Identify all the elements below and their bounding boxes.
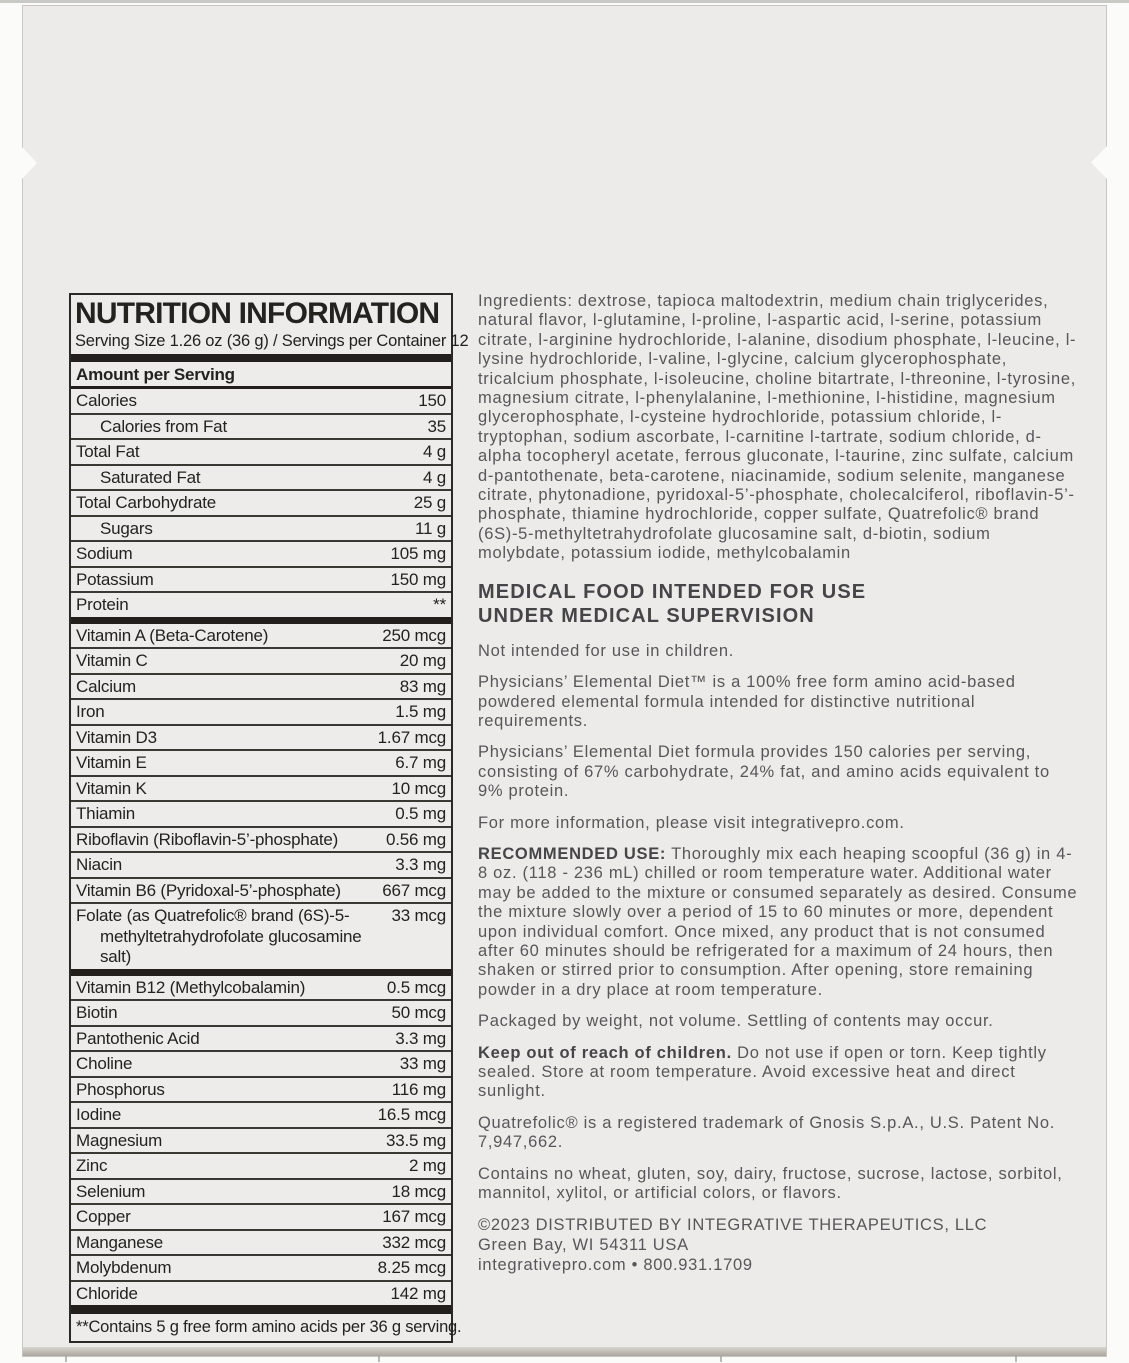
amino-acid-footnote: **Contains 5 g free form amino acids per 36 g serving. bbox=[76, 1318, 462, 1336]
nutrient-label: Calories from Fat bbox=[100, 416, 227, 436]
macro-nutrient-rows bbox=[71, 389, 451, 617]
nutrient-label: Choline bbox=[76, 1054, 133, 1073]
info-paragraph: Physicians’ Elemental Diet™ is a 100% free form amino acid-based powdered elemental formula intended for distinctive nutritional requirements. bbox=[478, 673, 1016, 730]
pouch-back-panel bbox=[22, 5, 1107, 1357]
nutrient-label: Folate (as Quatrefolic® brand (6S)-5- methyltetrahydrofolate glucosamine salt) bbox=[76, 906, 362, 966]
info-column bbox=[478, 292, 1078, 1275]
registration-mark bbox=[720, 1356, 722, 1362]
nutrient-label: Vitamin C bbox=[76, 651, 148, 670]
paragraph-bold-leadin: RECOMMENDED USE: bbox=[478, 844, 667, 863]
nutrient-label: Sugars bbox=[100, 518, 153, 538]
info-paragraph: Keep out of reach of children. Do not use if open or torn. Keep tightly sealed. Store at room temperature. Avoid excessive heat and direct sunlight. bbox=[478, 1043, 1047, 1101]
nutrient-value: 4 g bbox=[422, 442, 446, 461]
nutrient-value: 0.5 mg bbox=[395, 804, 446, 823]
nutrition-row bbox=[71, 1025, 451, 1051]
nutrient-label: Thiamin bbox=[76, 804, 136, 823]
nutrient-value: 1.5 mg bbox=[395, 702, 446, 721]
footer-line: Green Bay, WI 54311 USA bbox=[478, 1236, 689, 1255]
nutrient-label: Vitamin A (Beta-Carotene) bbox=[76, 625, 269, 645]
thick-separator-bar bbox=[71, 1305, 451, 1314]
nutrient-value: 3.3 mg bbox=[395, 1028, 446, 1048]
info-paragraph: Quatrefolic® is a registered trademark of Gnosis S.p.A., U.S. Patent No. 7,947,662. bbox=[478, 1113, 1056, 1152]
nutrition-row bbox=[71, 515, 451, 541]
nutrient-label: Vitamin E bbox=[76, 753, 147, 772]
nutrient-value: 33 mg bbox=[399, 1054, 446, 1073]
nutrient-value: 35 bbox=[427, 416, 446, 436]
nutrition-row bbox=[71, 1203, 451, 1229]
nutrient-value: 16.5 mcg bbox=[377, 1105, 446, 1124]
thick-separator-bar bbox=[71, 617, 451, 624]
footer-line: integrativepro.com • 800.931.1709 bbox=[478, 1256, 753, 1275]
nutrient-label: Vitamin K bbox=[76, 778, 147, 798]
footer-line: ©2023 DISTRIBUTED BY INTEGRATIVE THERAPEUTICS, LLC bbox=[478, 1216, 988, 1235]
nutrition-row bbox=[71, 775, 451, 801]
nutrient-value: 6.7 mg bbox=[395, 753, 446, 772]
nutrition-row bbox=[71, 566, 451, 592]
info-paragraph: Physicians’ Elemental Diet formula provides 150 calories per serving, consisting of 67% carbohydrate, 24% fat, and amino acids equivalent to 9% protein. bbox=[478, 743, 1050, 801]
registration-mark bbox=[378, 1356, 380, 1362]
nutrition-row bbox=[71, 698, 451, 724]
nutrition-row bbox=[71, 826, 451, 852]
nutrient-label: Selenium bbox=[76, 1181, 146, 1201]
nutrient-value: 50 mcg bbox=[391, 1003, 446, 1022]
nutrient-value: 250 mcg bbox=[382, 625, 446, 645]
nutrient-value: 20 mg bbox=[399, 651, 446, 670]
nutrition-row bbox=[71, 1229, 451, 1255]
nutrient-value: 1.67 mcg bbox=[377, 727, 446, 747]
nutrition-row bbox=[71, 1076, 451, 1102]
nutrient-value: 83 mg bbox=[399, 676, 446, 696]
registration-mark bbox=[1015, 1356, 1017, 1362]
nutrition-row bbox=[71, 673, 451, 699]
nutrition-row bbox=[71, 540, 451, 566]
nutrition-row bbox=[71, 851, 451, 877]
nutrient-value: 150 mg bbox=[390, 569, 446, 589]
distributor-block bbox=[478, 1215, 1078, 1275]
nutrition-row bbox=[71, 413, 451, 439]
nutrient-value: 2 mg bbox=[409, 1156, 446, 1175]
nutrition-row bbox=[71, 1178, 451, 1204]
nutrient-label: Niacin bbox=[76, 855, 123, 874]
nutrient-value: 11 g bbox=[414, 518, 446, 538]
nutrition-row bbox=[71, 1280, 451, 1306]
nutrient-label: Riboflavin (Riboflavin-5’-phosphate) bbox=[76, 829, 339, 849]
thick-separator-bar bbox=[71, 969, 451, 976]
info-paragraph: Not intended for use in children. bbox=[478, 641, 735, 660]
nutrient-label: Saturated Fat bbox=[100, 467, 201, 487]
nutrient-label: Potassium bbox=[76, 569, 154, 589]
info-paragraphs bbox=[478, 642, 1078, 1204]
nutrient-value: 667 mcg bbox=[382, 880, 446, 900]
nutrient-label: Magnesium bbox=[76, 1130, 163, 1150]
nutrient-value: 10 mcg bbox=[391, 778, 446, 798]
nutrient-label: Copper bbox=[76, 1207, 131, 1226]
nutrient-label: Pantothenic Acid bbox=[76, 1028, 200, 1048]
nutrient-value: 150 bbox=[418, 391, 446, 410]
micro-nutrient-rows-2 bbox=[71, 976, 451, 1306]
amount-per-serving-header: Amount per Serving bbox=[71, 362, 451, 389]
medical-food-heading bbox=[478, 580, 1078, 629]
nutrient-label: Protein bbox=[76, 595, 129, 614]
thick-separator-bar bbox=[71, 354, 451, 362]
info-paragraph: RECOMMENDED USE: Thoroughly mix each heaping scoopful (36 g) in 4-8 oz. (118 - 236 mL) chilled or room temperature water. Additional water may be added to the mixture or consumed separately as desired. Consume the mixture slowly over a period of 15 to 60 minutes or more, dependent upon individual comfort. Once mixed, any product that is not consumed after 60 minutes should be refrigerated for a maximum of 24 hours, then shaken or stirred prior to consumption. After opening, store remaining powder in a dry place at room temperature. bbox=[478, 844, 1078, 999]
nutrient-value: 3.3 mg bbox=[395, 855, 446, 874]
nutrient-label: Total Fat bbox=[76, 442, 140, 461]
nutrition-row bbox=[71, 1050, 451, 1076]
nutrition-row bbox=[71, 976, 451, 1000]
nutrient-value: 332 mcg bbox=[382, 1232, 446, 1252]
nutrient-value: 33.5 mg bbox=[385, 1130, 446, 1150]
nutrient-label: Manganese bbox=[76, 1232, 164, 1252]
nutrient-label: Phosphorus bbox=[76, 1079, 165, 1099]
nutrition-row bbox=[71, 877, 451, 903]
nutrient-label: Vitamin D3 bbox=[76, 727, 157, 747]
nutrient-value: 8.25 mcg bbox=[377, 1258, 446, 1277]
serving-size-line: Serving Size 1.26 oz (36 g) / Servings per Container 12 bbox=[75, 332, 469, 350]
nutrient-value: 0.5 mcg bbox=[386, 977, 446, 997]
nutrient-label: Iron bbox=[76, 702, 105, 721]
info-paragraph: For more information, please visit integrativepro.com. bbox=[478, 813, 905, 832]
nutrient-value: 0.56 mg bbox=[385, 829, 446, 849]
nutrition-row bbox=[71, 1152, 451, 1178]
nutrient-label: Sodium bbox=[76, 544, 133, 563]
nutrient-label: Zinc bbox=[76, 1156, 108, 1175]
info-paragraph: Contains no wheat, gluten, soy, dairy, fructose, sucrose, lactose, sorbitol, mannitol, xylitol, or artificial colors, or flavors. bbox=[478, 1164, 1063, 1203]
pouch-bottom-seam bbox=[23, 1347, 1106, 1356]
info-paragraph: Packaged by weight, not volume. Settling of contents may occur. bbox=[478, 1012, 994, 1031]
nutrition-row bbox=[71, 902, 451, 969]
nutrient-value: 25 g bbox=[413, 493, 446, 512]
nutrient-label: Biotin bbox=[76, 1003, 118, 1022]
scan-edge-strip bbox=[0, 0, 1129, 3]
nutrition-row bbox=[71, 800, 451, 826]
nutrition-row bbox=[71, 749, 451, 775]
nutrient-label: Total Carbohydrate bbox=[76, 493, 217, 512]
medical-food-heading-line1: MEDICAL FOOD INTENDED FOR USE bbox=[478, 580, 867, 603]
paragraph-bold-leadin: Keep out of reach of children. bbox=[478, 1043, 732, 1062]
nutrition-row bbox=[71, 1254, 451, 1280]
nutrition-row bbox=[71, 724, 451, 750]
nutrient-value: ** bbox=[433, 595, 446, 614]
medical-food-heading-line2: UNDER MEDICAL SUPERVISION bbox=[478, 605, 815, 628]
nutrition-row bbox=[71, 389, 451, 413]
nutrition-row bbox=[71, 438, 451, 464]
nutrient-label: Calcium bbox=[76, 676, 137, 696]
nutrition-row bbox=[71, 1101, 451, 1127]
nutrient-label: Vitamin B6 (Pyridoxal-5’-phosphate) bbox=[76, 880, 341, 900]
nutrient-label: Calories bbox=[76, 391, 137, 410]
nutrition-row bbox=[71, 647, 451, 673]
nutrition-row bbox=[71, 464, 451, 490]
nutrient-label: Iodine bbox=[76, 1105, 122, 1124]
micro-nutrient-rows-1 bbox=[71, 624, 451, 969]
nutrient-value: 116 mg bbox=[391, 1079, 446, 1099]
nutrient-value: 142 mg bbox=[390, 1283, 446, 1303]
ingredients-paragraph: Ingredients: dextrose, tapioca maltodextrin, medium chain triglycerides, natural flavor, l-glutamine, l-proline, l-aspartic acid, l-serine, potassium citrate, l-arginine hydrochloride, l-alanine, disodium phosphate, l-leucine, l-lysine hydrochloride, l-valine, l-glycine, calcium glycerophosphate, tricalcium phosphate, l-isoleucine, choline bitartrate, l-threonine, l-tyrosine, magnesium citrate, l-phenylalanine, l-methionine, l-histidine, magnesium glycerophosphate, l-cysteine hydrochloride, potassium chloride, l-tryptophan, sodium ascorbate, l-carnitine l-tartrate, sodium chloride, d-alpha tocopheryl acetate, ferrous gluconate, l-taurine, zinc sulfate, calcium d-pantothenate, beta-carotene, niacinamide, sodium selenite, manganese citrate, phytonadione, pyridoxal-5’-phosphate, cholecalciferol, riboflavin-5’-phosphate, thiamine hydrochloride, copper sulfate, Quatrefolic® brand (6S)-5-methyltetrahydrofolate glucosamine salt, d-biotin, sodium molybdate, potassium iodide, methylcobalamin bbox=[478, 292, 1077, 563]
nutrition-panel bbox=[69, 293, 469, 1343]
nutrient-value: 18 mcg bbox=[391, 1181, 446, 1201]
nutrition-row bbox=[71, 489, 451, 515]
nutrient-value: 105 mg bbox=[390, 544, 446, 563]
nutrient-label: Vitamin B12 (Methylcobalamin) bbox=[76, 977, 306, 997]
nutrient-value: 4 g bbox=[422, 467, 446, 487]
nutrient-value: 33 mcg bbox=[391, 906, 446, 925]
nutrition-row bbox=[71, 999, 451, 1025]
nutrient-value: 167 mcg bbox=[382, 1207, 446, 1226]
nutrient-label: Molybdenum bbox=[76, 1258, 172, 1277]
nutrition-row bbox=[71, 1127, 451, 1153]
nutrition-row bbox=[71, 624, 451, 648]
nutrition-row bbox=[71, 591, 451, 617]
registration-mark bbox=[65, 1356, 67, 1362]
nutrient-label: Chloride bbox=[76, 1283, 138, 1303]
nutrition-title: NUTRITION INFORMATION bbox=[75, 297, 440, 330]
